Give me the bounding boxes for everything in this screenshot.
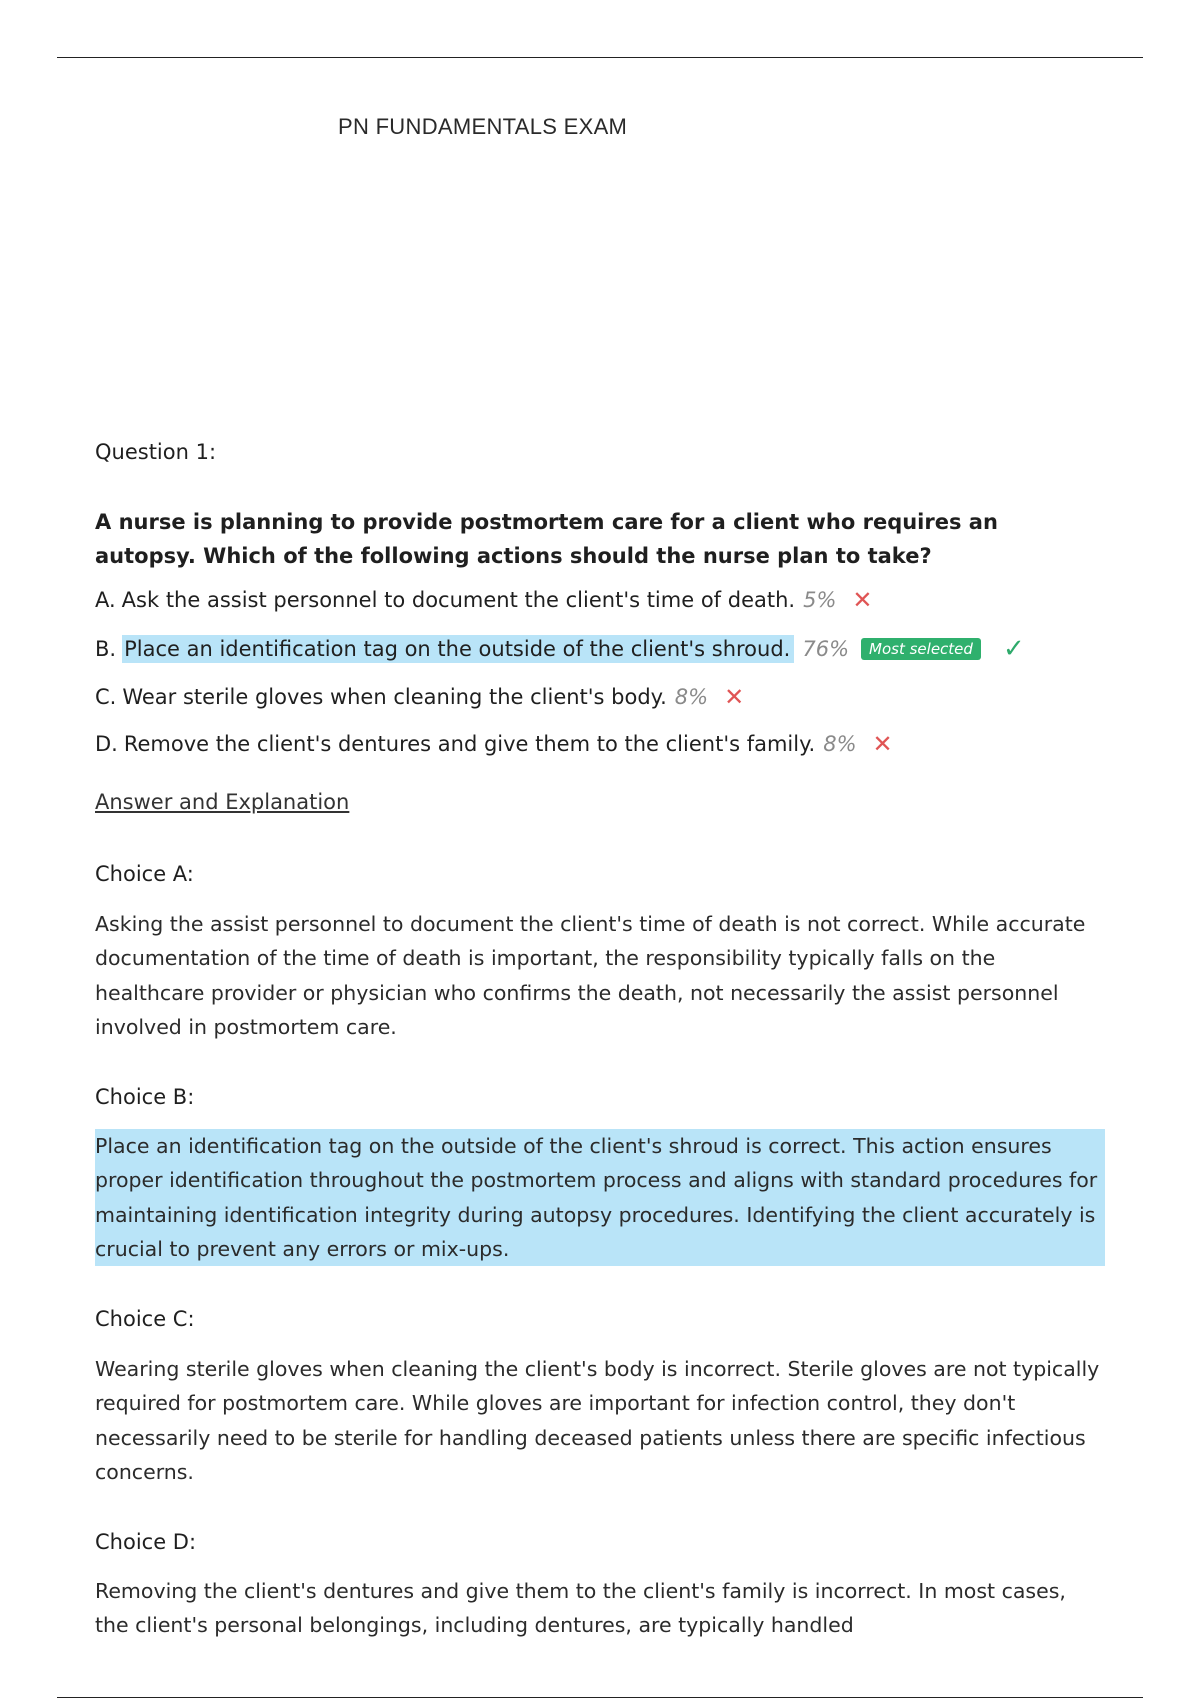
choice-letter: C.	[95, 685, 117, 709]
choice-c[interactable]	[95, 683, 744, 711]
explanation-body-a: Asking the assist personnel to document the client's time of death is not correct. While accurate documentation of the time of death is important, the responsibility typically falls on the healthcare provider or physician who confirms the death, not necessarily the assist personnel involved in postmortem care.	[95, 912, 1086, 1039]
answer-explanation-link[interactable]: Answer and Explanation	[95, 790, 350, 814]
choice-b[interactable]	[95, 634, 1025, 664]
choice-percent: 5%	[803, 588, 837, 612]
bottom-divider	[57, 1697, 1143, 1698]
explanation-heading-b: Choice B:	[95, 1085, 195, 1109]
exam-title: PN FUNDAMENTALS EXAM	[338, 114, 628, 139]
choice-percent: 76%	[802, 637, 850, 661]
choice-letter: A.	[95, 588, 116, 612]
explanation-heading-d: Choice D:	[95, 1530, 197, 1554]
most-selected-badge: Most selected	[861, 638, 981, 660]
correct-check-icon: ✓	[1002, 634, 1025, 664]
explanation-body-c: Wearing sterile gloves when cleaning the client's body is incorrect. Sterile gloves are not typically required for postmortem care. While gloves are important for infection control, they don't necessarily need to be sterile for handling deceased patients unless there are specific infectious concerns.	[95, 1357, 1100, 1484]
explanation-heading-a: Choice A:	[95, 862, 194, 886]
choice-percent: 8%	[823, 732, 857, 756]
choice-percent: 8%	[674, 685, 709, 709]
choice-letter: D.	[95, 732, 118, 756]
incorrect-icon: ✕	[724, 683, 745, 711]
top-divider	[57, 57, 1143, 58]
choice-text: Ask the assist personnel to document the client's time of death.	[121, 588, 796, 612]
explanation-heading-c: Choice C:	[95, 1307, 195, 1331]
choice-a[interactable]	[95, 586, 873, 614]
incorrect-icon: ✕	[872, 730, 893, 758]
question-label: Question 1:	[95, 440, 217, 464]
question-text: A nurse is planning to provide postmortem care for a client who requires an autopsy. Which of the following actions should the nurse plan to take?	[95, 510, 998, 568]
choice-text: Place an identification tag on the outside of the client's shroud.	[122, 635, 794, 663]
explanation-body-d: Removing the client's dentures and give them to the client's family is incorrect. In most cases, the client's personal belongings, including dentures, are typically handled	[95, 1579, 1066, 1638]
choice-letter: B.	[95, 637, 117, 661]
explanation-body-b: Place an identification tag on the outside of the client's shroud is correct. This action ensures proper identification throughout the postmortem process and aligns with standard procedures for maintaining identification integrity during autopsy procedures. Identifying the client accurately is crucial to prevent any errors or mix-ups.	[95, 1129, 1105, 1266]
choice-text: Remove the client's dentures and give them to the client's family.	[123, 732, 816, 756]
choice-text: Wear sterile gloves when cleaning the client's body.	[122, 685, 667, 709]
incorrect-icon: ✕	[852, 586, 873, 614]
choice-d[interactable]	[95, 730, 893, 758]
